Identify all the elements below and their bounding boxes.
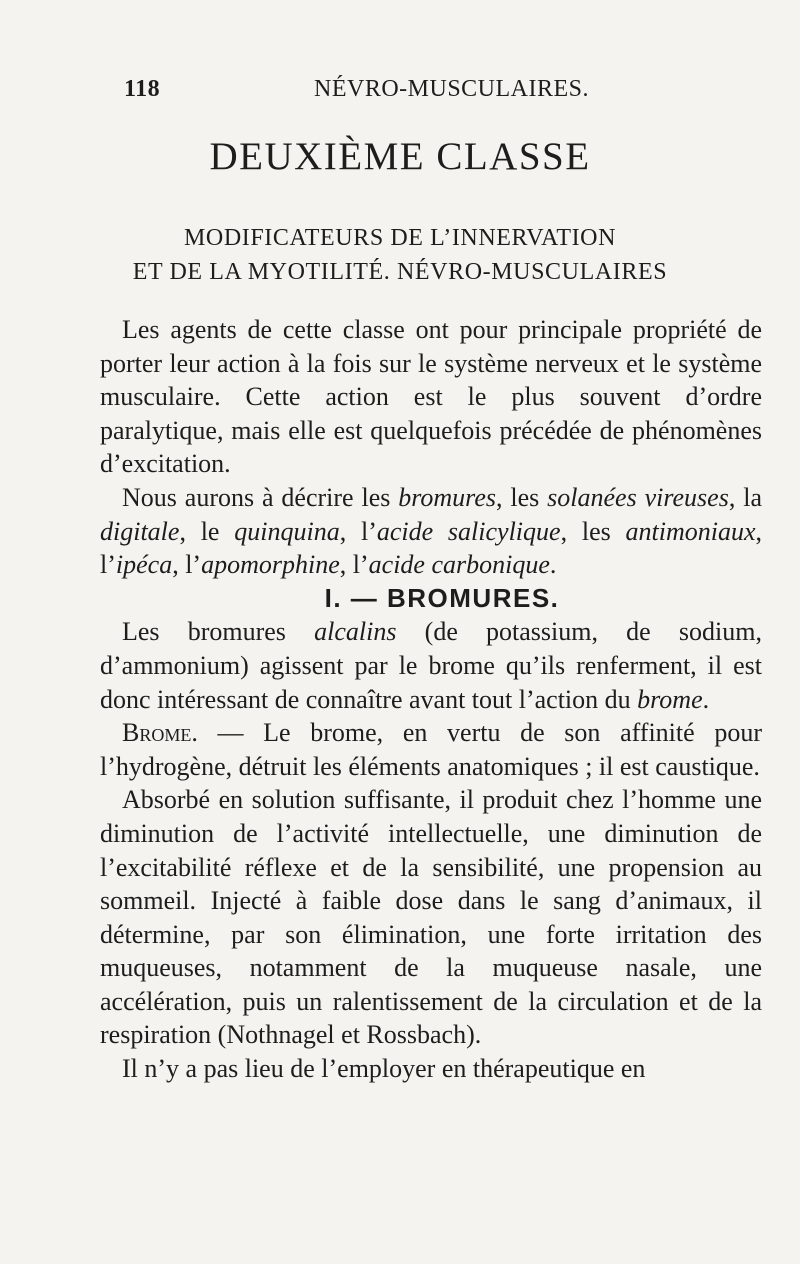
therapeutics-paragraph: Il n’y a pas lieu de l’employer en thérapeutique en	[122, 1054, 646, 1084]
brome-term: Brome	[122, 718, 192, 748]
brome-paragraph: Brome. — Le brome, en vertu de son affinité pour l’hydrogène, détruit les éléments anatomiques ; il est caustique.	[100, 718, 762, 781]
class-title: DEUXIÈME CLASSE	[209, 135, 591, 178]
bromures-paragraph-1: Les bromures alcalins (de potassium, de sodium, d’ammonium) agissent par le brome qu’ils renferment, il est donc intéressant de connaître avant tout l’action du brome.	[100, 617, 762, 714]
intro-paragraph-2: Nous aurons à décrire les bromures, les solanées vireuses, la digitale, le quinquina, l’acide salicylique, les antimoniaux, l’ipéca, l’apomorphine, l’acide carbonique.	[100, 482, 763, 580]
page-number: 118	[124, 76, 161, 102]
section-heading: I. — BROMURES.	[324, 582, 560, 613]
running-title: NÉVRO-MUSCULAIRES.	[314, 76, 590, 102]
absorption-paragraph: Absorbé en solution suffisante, il produit chez l’homme une diminution de l’activité intellectuelle, une diminution de l’excitabilité réflexe et de la sensibilité, une propension au sommeil. Injecté à faible dose dans le sang d’animaux, il détermine, par son élimination, une forte irritation des muqueuses, notamment de la muqueuse nasale, une accélération, puis un ralentissement de la circulation et de la respiration (Nothnagel et Rossbach).	[100, 785, 762, 1050]
subtitle-line-1: MODIFICATEURS DE L’INNERVATION	[183, 225, 617, 251]
body-text	[100, 313, 762, 1086]
running-head	[124, 76, 736, 112]
intro-paragraph-1: Les agents de cette classe ont pour principale propriété de porter leur action à la fois sur le système nerveux et le système musculaire. Cette action est le plus souvent d’ordre paralytique, mais elle est quelquefois précédée de phénomènes d’excitation.	[100, 315, 762, 479]
subtitle-line-2: ET DE LA MYOTILITÉ. NÉVRO-MUSCULAIRES	[132, 259, 668, 285]
